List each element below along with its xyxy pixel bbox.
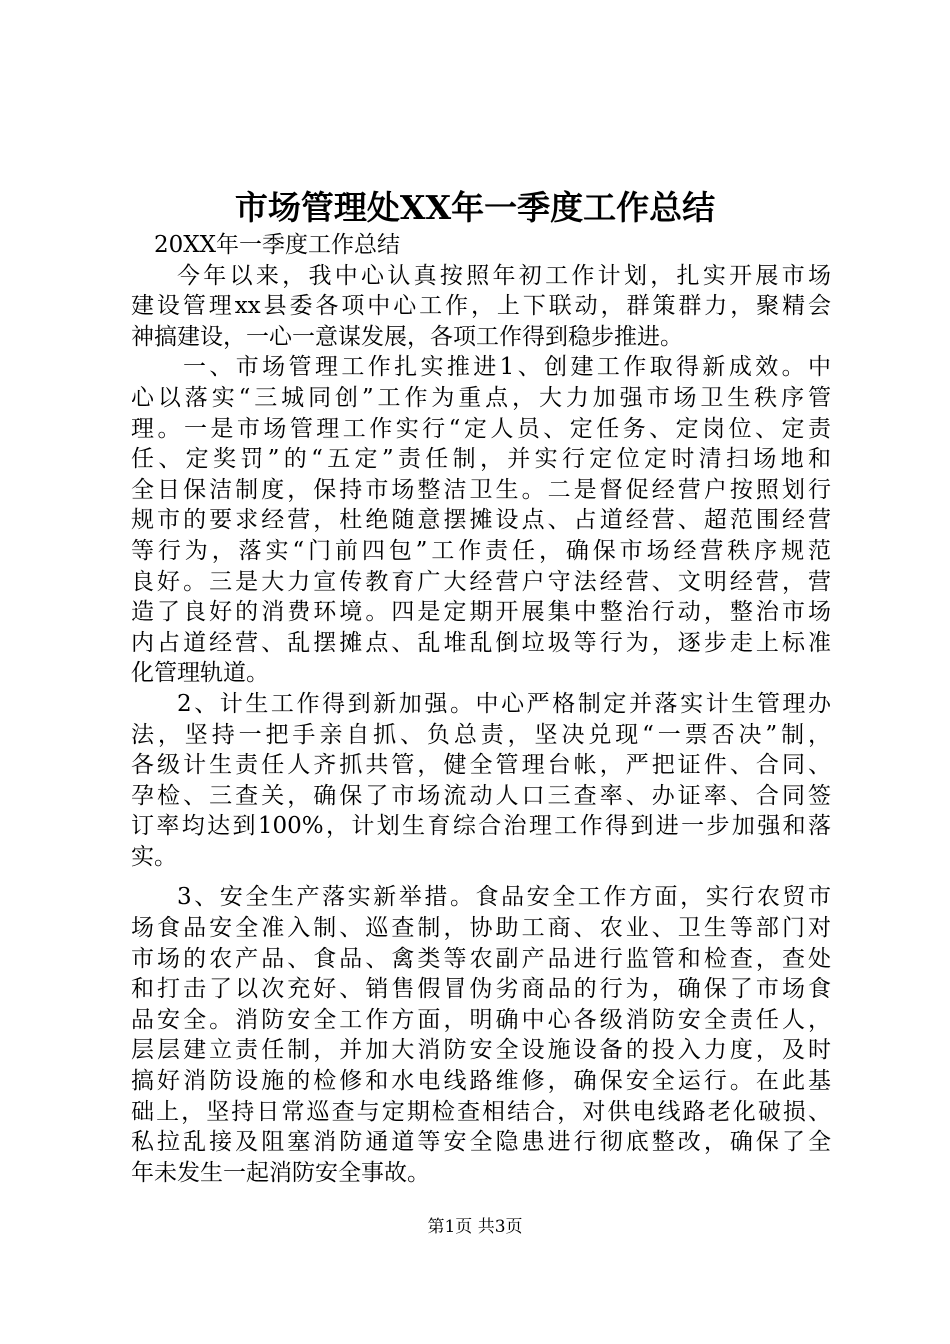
paragraph-line: 任、定奖罚”的“五定”责任制，并实行定位定时清扫场地和 bbox=[131, 446, 831, 473]
paragraph-line: 法，坚持一把手亲自抓、负总责，坚决兑现“一票否决”制， bbox=[131, 721, 831, 748]
paragraph-line: 层层建立责任制，并加大消防安全设施设备的投入力度，及时 bbox=[131, 1037, 831, 1064]
paragraph-line: 良好。三是大力宣传教育广大经营户守法经营、文明经营，营 bbox=[131, 568, 831, 595]
paragraph-line: 私拉乱接及阻塞消防通道等安全隐患进行彻底整改，确保了全 bbox=[131, 1129, 831, 1156]
paragraph-line: 一、市场管理工作扎实推进1、创建工作取得新成效。中 bbox=[183, 354, 831, 381]
document-body bbox=[131, 230, 831, 1188]
paragraph-line: 心以落实“三城同创”工作为重点，大力加强市场卫生秩序管 bbox=[131, 384, 831, 411]
document-title: 市场管理处XX年一季度工作总结 bbox=[234, 188, 716, 227]
paragraph-line: 化管理轨道。 bbox=[131, 660, 269, 687]
paragraph-line: 实。 bbox=[131, 843, 177, 870]
paragraph-line: 订率均达到100%，计划生育综合治理工作得到进一步加强和落 bbox=[131, 813, 831, 840]
paragraph-line: 和打击了以次充好、销售假冒伪劣商品的行为，确保了市场食 bbox=[131, 976, 831, 1003]
paragraph-line: 品安全。消防安全工作方面，明确中心各级消防安全责任人， bbox=[131, 1006, 831, 1033]
paragraph-line: 孕检、三查关，确保了市场流动人口三查率、办证率、合同签 bbox=[131, 782, 831, 809]
paragraph-line: 3、安全生产落实新举措。食品安全工作方面，实行农贸市 bbox=[177, 884, 831, 911]
paragraph-line: 等行为，落实“门前四包”工作责任，确保市场经营秩序规范 bbox=[131, 537, 831, 564]
paragraph-line: 造了良好的消费环境。四是定期开展集中整治行动，整治市场 bbox=[131, 599, 831, 626]
paragraph-line: 建设管理xx县委各项中心工作，上下联动，群策群力，聚精会 bbox=[131, 293, 831, 320]
paragraph-line: 础上，坚持日常巡查与定期检查相结合，对供电线路老化破损、 bbox=[131, 1098, 831, 1125]
subtitle-line: 20XX年一季度工作总结 bbox=[154, 232, 401, 258]
paragraph-line: 各级计生责任人齐抓共管，健全管理台帐，严把证件、合同、 bbox=[131, 752, 831, 779]
page-footer: 第1页 共3页 bbox=[427, 1217, 523, 1237]
paragraph-line: 搞好消防设施的检修和水电线路维修，确保安全运行。在此基 bbox=[131, 1068, 831, 1095]
paragraph-gap bbox=[131, 872, 831, 882]
paragraph-line: 神搞建设，一心一意谋发展，各项工作得到稳步推进。 bbox=[131, 323, 683, 350]
paragraph-line: 2、计生工作得到新加强。中心严格制定并落实计生管理办 bbox=[177, 690, 831, 717]
paragraph-line: 全日保洁制度，保持市场整洁卫生。二是督促经营户按照划行 bbox=[131, 476, 831, 503]
paragraph-line: 理。一是市场管理工作实行“定人员、定任务、定岗位、定责 bbox=[131, 415, 831, 442]
paragraph-line: 年未发生一起消防安全事故。 bbox=[131, 1159, 430, 1186]
paragraph-line: 规市的要求经营，杜绝随意摆摊设点、占道经营、超范围经营 bbox=[131, 507, 831, 534]
paragraph-line: 今年以来，我中心认真按照年初工作计划，扎实开展市场 bbox=[177, 262, 831, 289]
paragraph-line: 市场的农产品、食品、禽类等农副产品进行监管和检查，查处 bbox=[131, 945, 831, 972]
paragraph-line: 场食品安全准入制、巡查制，协助工商、农业、卫生等部门对 bbox=[131, 915, 831, 942]
paragraph-line: 内占道经营、乱摆摊点、乱堆乱倒垃圾等行为，逐步走上标准 bbox=[131, 629, 831, 656]
